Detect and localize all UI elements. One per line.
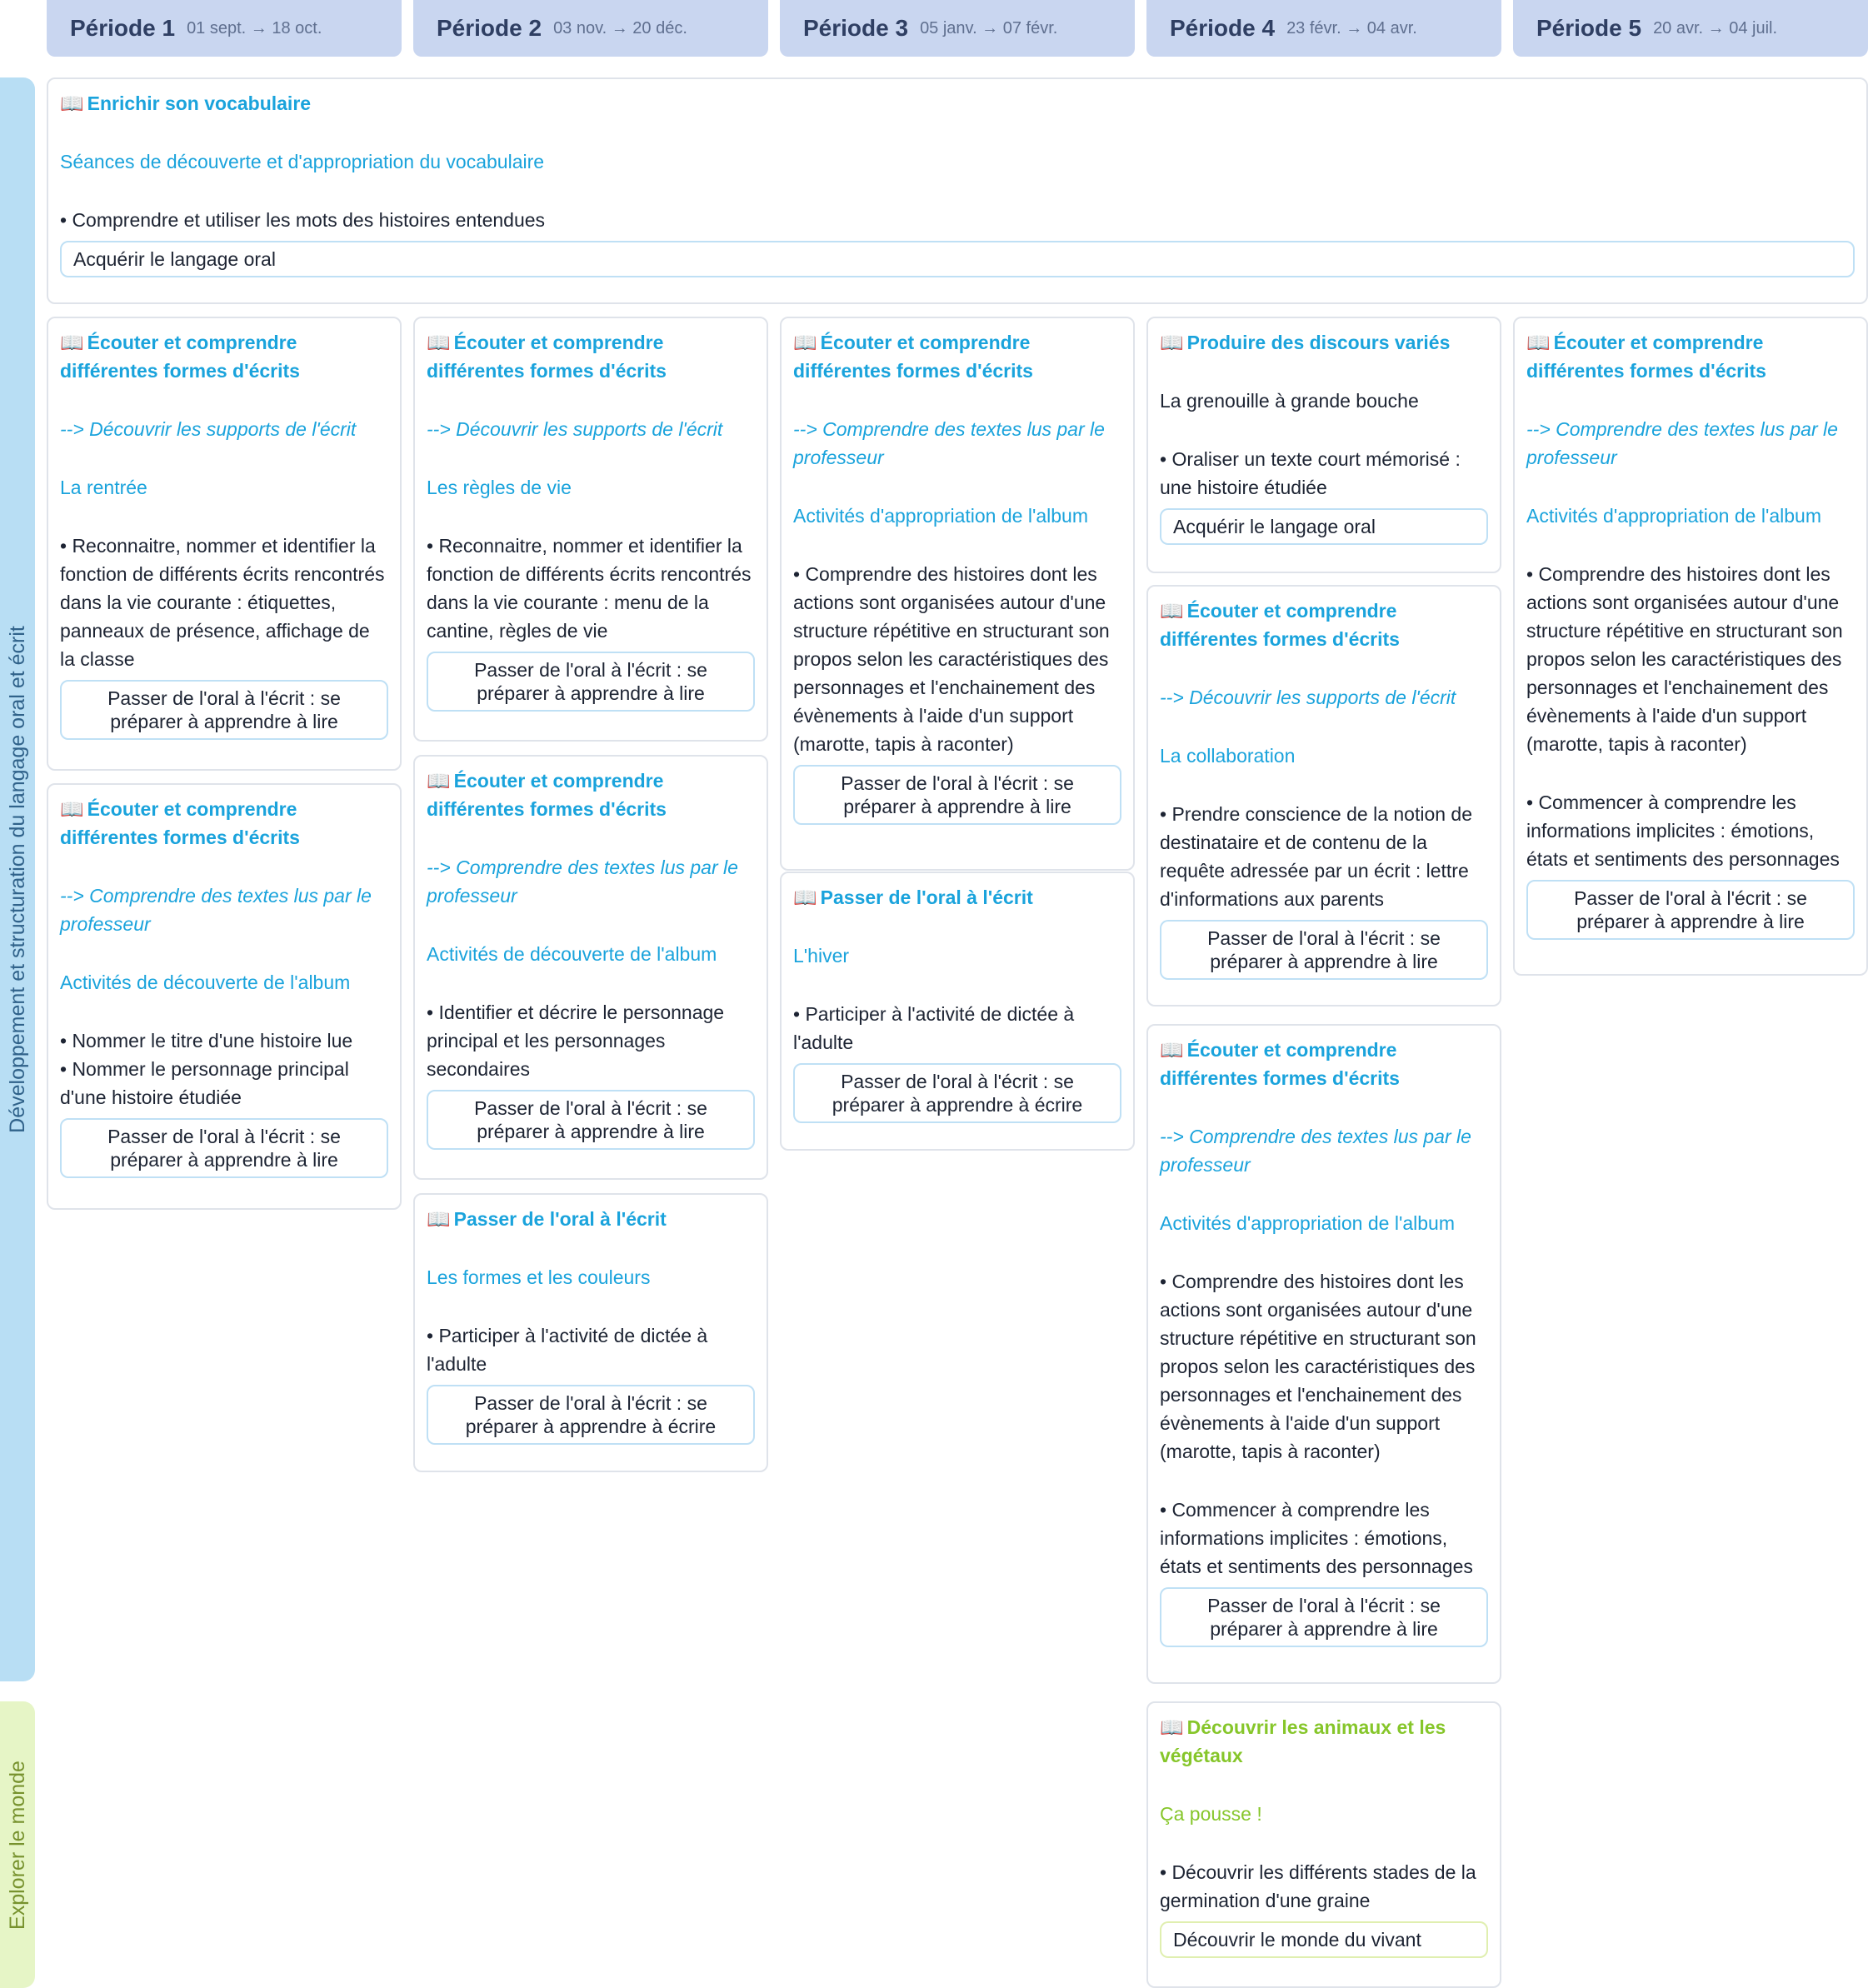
card-subtitle: --> Découvrir les supports de l'écrit [1160,687,1456,708]
book-icon: 📖 [793,332,817,353]
period-name: Période 3 [803,15,909,41]
card-tag[interactable]: Passer de l'oral à l'écrit : se préparer à apprendre à lire [427,1090,755,1150]
period-name: Période 5 [1536,15,1642,41]
card-p2-textes[interactable] [413,755,768,1180]
card-title-text: Passer de l'oral à l'écrit [820,887,1033,908]
card-subtitle: --> Comprendre des textes lus par le professeur [60,885,372,935]
card-title [60,328,388,385]
book-icon: 📖 [1160,600,1184,622]
card-title [60,795,388,852]
card-text: La grenouille à grande bouche [1160,390,1419,412]
period-name: Période 4 [1170,15,1276,41]
card-sequence: Les règles de vie [427,477,572,498]
card-p3-textes[interactable] [780,317,1135,871]
book-icon: 📖 [427,332,451,353]
card-subtitle: --> Comprendre des textes lus par le professeur [793,418,1105,468]
card-bullet: • Comprendre des histoires dont les actions sont organisées autour d'une structure répétitive en structurant son propos selon les caractéristiques des personnages et l'enchainement des évènements à l'aide d'un support (marotte, tapis à raconter) [1160,1271,1476,1462]
card-title-text: Écouter et comprendre différentes formes d'écrits [1160,600,1400,650]
book-icon: 📖 [427,1208,451,1230]
period-dates: 03 nov. → 20 déc. [553,18,687,37]
card-tag[interactable]: Passer de l'oral à l'écrit : se préparer à apprendre à lire [427,652,755,712]
card-p4-vivant[interactable] [1146,1701,1501,1988]
card-bullet: • Participer à l'activité de dictée à l'adulte [427,1325,708,1375]
card-title-text: Écouter et comprendre différentes formes d'écrits [1526,332,1766,382]
card-title-text: Découvrir les animaux et les végétaux [1160,1716,1446,1766]
card-title [427,767,755,823]
card-sequence: Ça pousse ! [1160,1803,1262,1825]
book-icon: 📖 [427,770,451,792]
card-title [1160,1713,1488,1770]
card-bullet: • Oraliser un texte court mémorisé : une histoire étudiée [1160,448,1461,498]
card-title-text: Enrichir son vocabulaire [87,92,312,114]
card-p1-textes[interactable] [47,783,402,1210]
card-title [427,328,755,385]
card-title-text: Écouter et comprendre différentes formes d'écrits [427,770,667,820]
book-icon: 📖 [1160,1716,1184,1738]
card-bullet: • Découvrir les différents stades de la germination d'une graine [1160,1861,1476,1911]
card-title-text: Écouter et comprendre différentes formes d'écrits [1160,1039,1400,1089]
card-tag[interactable]: Acquérir le langage oral [60,241,1855,277]
card-tag[interactable]: Acquérir le langage oral [1160,508,1488,545]
card-title [1160,597,1488,653]
period-dates: 20 avr. → 04 juil. [1653,18,1778,37]
card-title [427,1205,755,1233]
card-p5-textes[interactable] [1513,317,1868,976]
card-bullet: • Nommer le personnage principal d'une histoire étudiée [60,1058,349,1108]
book-icon: 📖 [1526,332,1551,353]
card-tag[interactable]: Passer de l'oral à l'écrit : se préparer à apprendre à lire [1160,920,1488,980]
card-bullet: • Comprendre et utiliser les mots des histoires entendues [60,209,546,231]
period-name: Période 1 [70,15,176,41]
card-title [1160,328,1488,357]
card-title-text: Écouter et comprendre différentes formes d'écrits [60,332,300,382]
book-icon: 📖 [1160,332,1184,353]
period-header-4 [1146,0,1501,57]
card-sequence: La collaboration [1160,745,1296,767]
card-sequence: La rentrée [60,477,147,498]
book-icon: 📖 [60,798,84,820]
domain-language-bar [0,77,35,1681]
card-subtitle: --> Découvrir les supports de l'écrit [427,418,723,440]
card-sequence: Activités d'appropriation de l'album [793,505,1088,527]
card-title-text: Écouter et comprendre différentes formes d'écrits [793,332,1033,382]
period-header-2 [413,0,768,57]
card-bullet: • Nommer le titre d'une histoire lue [60,1030,353,1051]
period-name: Période 2 [437,15,542,41]
card-bullet: • Commencer à comprendre les informations implicites : émotions, états et sentiments des personnages [1526,792,1840,870]
card-tag[interactable]: Découvrir le monde du vivant [1160,1921,1488,1958]
card-bullet: • Prendre conscience de la notion de destinataire et de contenu de la requête adressée par un écrit : lettre d'informations aux parents [1160,803,1473,910]
card-title-text: Écouter et comprendre différentes formes d'écrits [427,332,667,382]
card-tag[interactable]: Passer de l'oral à l'écrit : se préparer à apprendre à lire [60,680,388,740]
card-p4-discours[interactable] [1146,317,1501,573]
card-subtitle: --> Comprendre des textes lus par le professeur [1160,1126,1471,1176]
card-subtitle: --> Découvrir les supports de l'écrit [60,418,357,440]
domain-world-bar [0,1701,35,1988]
card-p1-supports[interactable] [47,317,402,771]
book-icon: 📖 [60,92,84,114]
card-tag[interactable]: Passer de l'oral à l'écrit : se préparer à apprendre à lire [60,1118,388,1178]
card-tag[interactable]: Passer de l'oral à l'écrit : se préparer à apprendre à lire [793,765,1121,825]
domain-world-label: Explorer le monde [5,1760,29,1930]
book-icon: 📖 [793,887,817,908]
period-header-5 [1513,0,1868,57]
card-title [1160,1036,1488,1092]
card-p4-textes[interactable] [1146,1024,1501,1684]
card-title-text: Passer de l'oral à l'écrit [453,1208,667,1230]
card-title [793,883,1121,912]
card-bullet: • Identifier et décrire le personnage principal et les personnages secondaires [427,1001,725,1080]
card-title [60,89,1855,117]
period-dates: 01 sept. → 18 oct. [187,18,322,37]
card-bullet: • Participer à l'activité de dictée à l'adulte [793,1003,1075,1053]
card-p2-ecrit[interactable] [413,1193,768,1472]
period-dates: 05 janv. → 07 févr. [920,18,1058,37]
period-header-3 [780,0,1135,57]
card-bullet: • Reconnaitre, nommer et identifier la fonction de différents écrits rencontrés dans la vie courante : menu de la cantine, règles de vie [427,535,752,642]
card-tag[interactable]: Passer de l'oral à l'écrit : se préparer à apprendre à lire [1526,880,1855,940]
card-bullet: • Commencer à comprendre les informations implicites : émotions, états et sentiments des personnages [1160,1499,1473,1577]
card-sequence: Activités de découverte de l'album [60,972,351,993]
book-icon: 📖 [60,332,84,353]
card-sequence: Séances de découverte et d'appropriation du vocabulaire [60,151,545,172]
card-bullet: • Reconnaitre, nommer et identifier la fonction de différents écrits rencontrés dans la vie courante : étiquettes, panneaux de présence, affichage de la classe [60,535,385,670]
card-tag[interactable]: Passer de l'oral à l'écrit : se préparer à apprendre à écrire [793,1063,1121,1123]
card-vocabulary[interactable] [47,77,1868,304]
book-icon: 📖 [1160,1039,1184,1061]
period-dates: 23 févr. → 04 avr. [1286,18,1417,37]
card-p2-supports[interactable] [413,317,768,742]
card-title [1526,328,1855,385]
card-title-text: Écouter et comprendre différentes formes d'écrits [60,798,300,848]
card-p4-supports[interactable] [1146,585,1501,1006]
card-bullet: • Comprendre des histoires dont les actions sont organisées autour d'une structure répétitive en structurant son propos selon les caractéristiques des personnages et l'enchainement des évènements à l'aide d'un support (marotte, tapis à raconter) [1526,563,1843,755]
card-sequence: Activités de découverte de l'album [427,943,717,965]
card-bullet: • Comprendre des histoires dont les actions sont organisées autour d'une structure répétitive en structurant son propos selon les caractéristiques des personnages et l'enchainement des évènements à l'aide d'un support (marotte, tapis à raconter) [793,563,1110,755]
card-sequence: L'hiver [793,945,850,967]
card-title-text: Produire des discours variés [1186,332,1451,353]
card-sequence: Activités d'appropriation de l'album [1160,1212,1455,1234]
card-sequence: Activités d'appropriation de l'album [1526,505,1821,527]
card-p3-ecrit[interactable] [780,872,1135,1151]
card-subtitle: --> Comprendre des textes lus par le professeur [427,857,738,907]
card-tag[interactable]: Passer de l'oral à l'écrit : se préparer à apprendre à lire [1160,1587,1488,1647]
card-title [793,328,1121,385]
domain-language-label: Développement et structuration du langage oral et écrit [5,626,29,1133]
card-tag[interactable]: Passer de l'oral à l'écrit : se préparer à apprendre à écrire [427,1385,755,1445]
card-subtitle: --> Comprendre des textes lus par le professeur [1526,418,1838,468]
period-header-1 [47,0,402,57]
card-sequence: Les formes et les couleurs [427,1266,651,1288]
